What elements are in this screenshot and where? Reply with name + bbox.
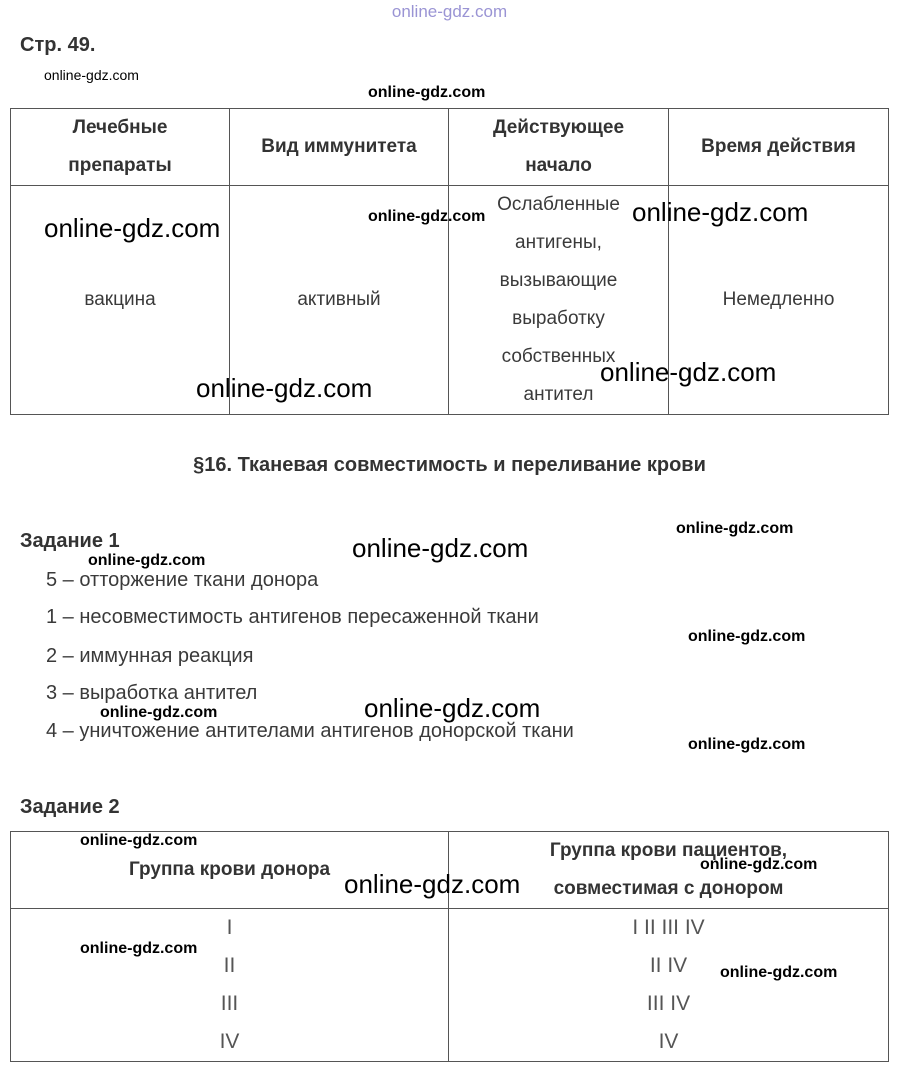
list-item: 1 – несовместимость антигенов пересаженной ткани	[46, 606, 539, 628]
watermark: online-gdz.com	[700, 856, 818, 873]
watermark: online-gdz.com	[720, 964, 838, 981]
watermark: online-gdz.com	[196, 373, 373, 403]
watermark: online-gdz.com	[100, 704, 218, 721]
header-patient-groups: Группа крови пациентов, совместимая с донором	[449, 832, 889, 909]
list-item: 4 – уничтожение антителами антигенов донорской ткани	[46, 720, 574, 742]
watermark: online-gdz.com	[80, 940, 198, 957]
watermark: online-gdz.com	[80, 832, 198, 849]
header-donor-group: Группа крови донора	[11, 832, 449, 909]
cell-action-time: Немедленно	[669, 186, 889, 415]
cell-compatible-groups: I II III IV II IV III IV IV	[449, 909, 889, 1062]
watermark: online-gdz.com	[600, 357, 777, 387]
watermark: online-gdz.com	[44, 67, 139, 83]
watermark: online-gdz.com	[352, 533, 529, 563]
watermark: online-gdz.com	[44, 213, 221, 243]
header-action-time: Время действия	[669, 109, 889, 186]
page-number: Стр. 49.	[20, 34, 96, 56]
section-title: §16. Тканевая совместимость и переливание крови	[193, 454, 706, 476]
list-item: 3 – выработка антител	[46, 682, 258, 704]
task2-title: Задание 2	[20, 796, 120, 818]
header-active-agent: Действующее начало	[449, 109, 669, 186]
header-immunity-type: Вид иммунитета	[230, 109, 449, 186]
list-item: 5 – отторжение ткани донора	[46, 569, 319, 591]
cell-active-agent: Ослабленные антигены, вызывающие выработку собственных антител	[449, 186, 669, 415]
watermark: online-gdz.com	[676, 520, 794, 537]
cell-immunity-type: активный	[230, 186, 449, 415]
watermark: online-gdz.com	[344, 869, 521, 899]
watermark: online-gdz.com	[368, 208, 486, 225]
header-drugs: Лечебные препараты	[11, 109, 230, 186]
watermark: online-gdz.com	[368, 84, 486, 101]
list-item: 2 – иммунная реакция	[46, 645, 254, 667]
watermark: online-gdz.com	[88, 552, 206, 569]
watermark: online-gdz.com	[632, 197, 809, 227]
watermark: online-gdz.com	[688, 628, 806, 645]
cell-donor-groups: I II III IV	[11, 909, 449, 1062]
watermark: online-gdz.com	[364, 693, 541, 723]
site-watermark-top: online-gdz.com	[391, 2, 508, 21]
table-row	[11, 909, 889, 1062]
immunity-table-header-row	[11, 109, 889, 186]
watermark: online-gdz.com	[688, 736, 806, 753]
task1-title: Задание 1	[20, 530, 120, 552]
cell-drug: вакцина	[11, 186, 230, 415]
